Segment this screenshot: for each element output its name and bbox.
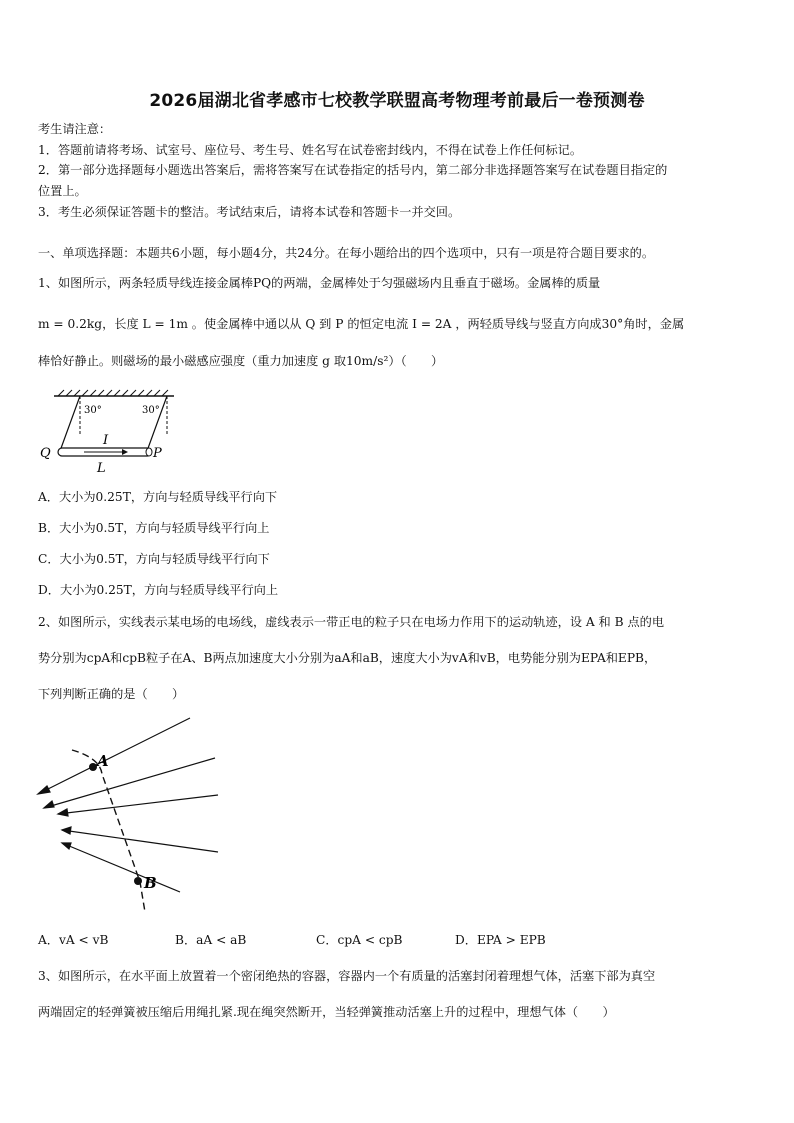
label-B: B [144, 874, 157, 892]
q2-line-3: 下列判断正确的是（ ） [38, 687, 185, 701]
q1-line-2: m = 0.2kg，长度 L = 1m 。使金属棒中通以从 Q 到 P 的恒定电流 I = 2A ，两轻质导线与竖直方向成30°角时，金属 [38, 317, 685, 331]
label-I: I [103, 433, 109, 448]
page-title: 2026届湖北省孝感市七校教学联盟高考物理考前最后一卷预测卷 [149, 91, 645, 111]
q2-option-d: D．EPA > EPB [455, 933, 546, 947]
q2-figure [30, 712, 230, 922]
angle-label-left: 30° [84, 405, 102, 416]
label-Q: Q [40, 446, 51, 461]
label-A: A [97, 752, 109, 770]
q1-option-d: D．大小为0.25T，方向与轻质导线平行向上 [38, 583, 279, 597]
q2-line-1: 2、如图所示，实线表示某电场的电场线，虚线表示一带正电的粒子只在电场力作用下的运动轨迹，设 A 和 B 点的电 [38, 615, 665, 629]
label-L: L [97, 461, 106, 476]
notice-item-2-cont: 位置上。 [38, 184, 87, 198]
q2-line-2: 势分别为cpA和cpB粒子在A、B两点加速度大小分别为aA和aB，速度大小为vA和vB，电势能分别为EPA和EPB， [38, 651, 657, 665]
field-line-1 [38, 718, 190, 794]
q1-option-c: C．大小为0.5T，方向与轻质导线平行向下 [38, 552, 270, 566]
q2-option-c: C．cpA < cpB [316, 933, 403, 947]
angle-label-right: 30° [142, 405, 160, 416]
q1-option-b: B．大小为0.5T，方向与轻质导线平行向上 [38, 521, 270, 535]
q1-line-1: 1、如图所示，两条轻质导线连接金属棒PQ的两端，金属棒处于匀强磁场内且垂直于磁场。金属棒的质量 [38, 276, 601, 290]
notice-heading: 考生请注意： [38, 122, 112, 136]
notice-item-3: 3．考生必须保证答题卡的整洁。考试结束后，请将本试卷和答题卡一并交回。 [38, 205, 461, 219]
q2-option-b: B．aA < aB [175, 933, 247, 947]
q1-line-3: 棒恰好静止。则磁场的最小磁感应强度（重力加速度 g 取10m/s²）（ ） [38, 354, 444, 368]
section-heading: 一、单项选择题：本题共6小题，每小题4分，共24分。在每小题给出的四个选项中，只有一项是符合题目要求的。 [38, 246, 655, 260]
q3-line-1: 3、如图所示，在水平面上放置着一个密闭绝热的容器，容器内一个有质量的活塞封闭着理想气体，活塞下部为真空 [38, 969, 656, 983]
notice-item-1: 1．答题前请将考场、试室号、座位号、考生号、姓名写在试卷密封线内，不得在试卷上作任何标记。 [38, 143, 583, 157]
notice-item-2: 2．第一部分选择题每小题选出答案后，需将答案写在试卷指定的括号内，第二部分非选择题答案写在试卷题目指定的 [38, 163, 668, 177]
field-line-5 [62, 843, 180, 892]
q1-figure [36, 388, 196, 478]
field-line-4 [62, 830, 218, 852]
q3-line-2: 两端固定的轻弹簧被压缩后用绳扎紧.现在绳突然断开，当轻弹簧推动活塞上升的过程中，理想气体（ ） [38, 1005, 615, 1019]
point-A [89, 763, 97, 771]
point-B [134, 877, 142, 885]
q1-option-a: A．大小为0.25T，方向与轻质导线平行向下 [38, 490, 278, 504]
q2-option-a: A．vA < vB [38, 933, 109, 947]
trajectory-path [72, 750, 145, 912]
label-P: P [153, 446, 162, 461]
field-line-2 [44, 758, 215, 808]
field-line-3 [58, 795, 218, 814]
